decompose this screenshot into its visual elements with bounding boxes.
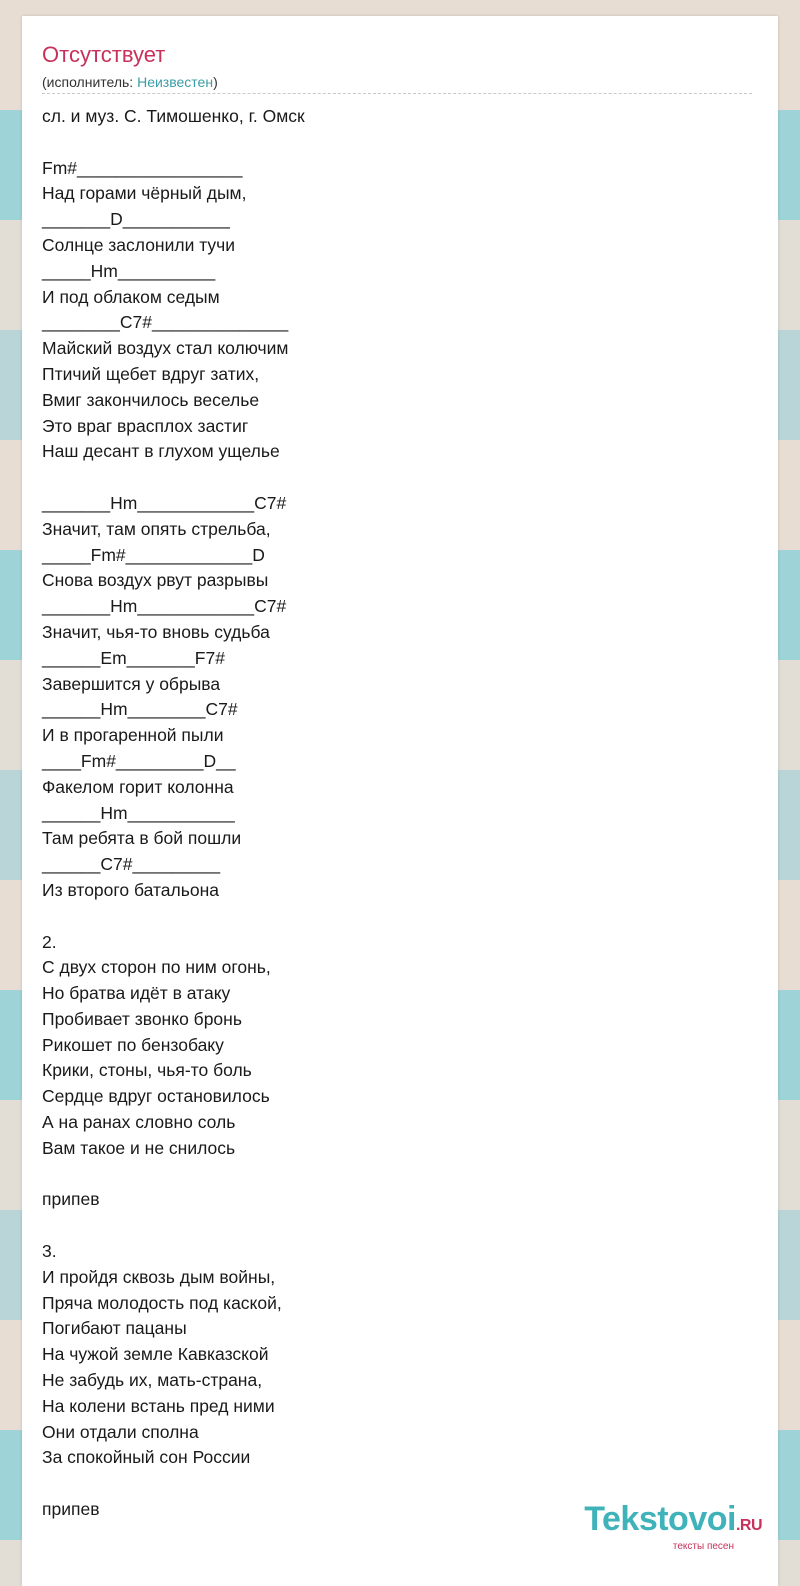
lyric-line: Солнце заслонили тучи: [42, 234, 236, 255]
lyric-line: [42, 1213, 742, 1239]
site-logo[interactable]: [584, 1502, 762, 1552]
lyric-line: 2.: [42, 931, 57, 952]
lyric-line: ______Hm___________: [42, 802, 235, 823]
lyric-line: Fm#_________________: [42, 157, 243, 178]
lyric-line: _______Hm____________C7#: [42, 492, 287, 513]
lyric-line: [42, 465, 742, 491]
lyric-line: Сердце вдруг остановилось: [42, 1086, 270, 1107]
artist-link[interactable]: Неизвестен: [137, 74, 214, 90]
lyric-line: Они отдали сполна: [42, 1421, 199, 1442]
lyric-line: ____Fm#_________D__: [42, 750, 236, 771]
lyric-line: припев: [42, 1189, 100, 1210]
lyric-line: Погибают пацаны: [42, 1318, 187, 1339]
lyric-line: Значит, чья-то вновь судьба: [42, 621, 270, 642]
lyric-line: Снова воздух рвут разрывы: [42, 570, 269, 591]
lyric-line: Завершится у обрыва: [42, 673, 221, 694]
lyric-line: Птичий щебет вдруг затих,: [42, 363, 260, 384]
lyric-line: _______Hm____________C7#: [42, 596, 287, 617]
lyric-line: И под облаком седым: [42, 286, 220, 307]
title-divider: [42, 93, 752, 94]
artist-line: [42, 73, 218, 91]
lyric-line: На чужой земле Кавказской: [42, 1344, 269, 1365]
lyric-line: За спокойный сон России: [42, 1447, 251, 1468]
lyric-line: Крики, стоны, чья-то боль: [42, 1060, 252, 1081]
lyrics-text: [42, 104, 742, 1523]
lyric-line: [42, 1471, 742, 1497]
logo-tagline: тексты песен: [672, 1541, 734, 1552]
logo-tld: .RU: [735, 1517, 762, 1534]
lyric-line: Над горами чёрный дым,: [42, 183, 247, 204]
lyric-line: И пройдя сквозь дым войны,: [42, 1266, 276, 1287]
lyric-line: сл. и муз. С. Тимошенко, г. Омск: [42, 106, 305, 126]
lyric-line: ______Em_______F7#: [42, 647, 225, 668]
lyric-line: Наш десант в глухом ущелье: [42, 441, 280, 462]
lyric-line: И в прогаренной пыли: [42, 725, 224, 746]
lyric-line: ________C7#______________: [42, 312, 289, 333]
lyric-line: Но братва идёт в атаку: [42, 983, 231, 1004]
lyric-line: _____Fm#_____________D: [42, 544, 265, 565]
lyric-line: С двух сторон по ним огонь,: [42, 957, 271, 978]
lyric-line: ______Hm________C7#: [42, 699, 238, 720]
lyric-line: Факелом горит колонна: [42, 776, 234, 797]
lyric-line: А на ранах словно соль: [42, 1112, 236, 1133]
lyric-line: Там ребята в бой пошли: [42, 828, 242, 849]
lyric-line: Майский воздух стал колючим: [42, 338, 289, 359]
artist-suffix: ): [213, 74, 218, 90]
logo-name: Tekstovoi: [584, 1500, 736, 1538]
song-title: Отсутствует: [42, 42, 166, 67]
lyric-line: Вмиг закончилось веселье: [42, 389, 260, 410]
lyric-line: Значит, там опять стрельба,: [42, 518, 271, 539]
lyric-line: припев: [42, 1499, 100, 1520]
lyric-line: Рикошет по бензобаку: [42, 1034, 224, 1055]
lyric-line: [42, 1162, 742, 1188]
lyric-line: На колени встань пред ними: [42, 1395, 275, 1416]
lyric-line: Не забудь их, мать-страна,: [42, 1370, 263, 1391]
lyric-line: _______D___________: [42, 209, 230, 230]
lyric-line: Вам такое и не снилось: [42, 1137, 236, 1158]
lyrics-card: [22, 16, 778, 1586]
lyric-line: Из второго батальона: [42, 879, 219, 900]
artist-prefix: (исполнитель:: [42, 74, 138, 90]
lyric-line: Это враг врасплох застиг: [42, 415, 249, 436]
lyric-line: [42, 130, 742, 156]
lyric-line: Пробивает звонко бронь: [42, 1008, 242, 1029]
lyric-line: Пряча молодость под каской,: [42, 1292, 282, 1313]
lyric-line: 3.: [42, 1241, 57, 1262]
lyric-line: [42, 904, 742, 930]
lyric-line: _____Hm__________: [42, 260, 216, 281]
lyric-line: ______C7#_________: [42, 854, 221, 875]
